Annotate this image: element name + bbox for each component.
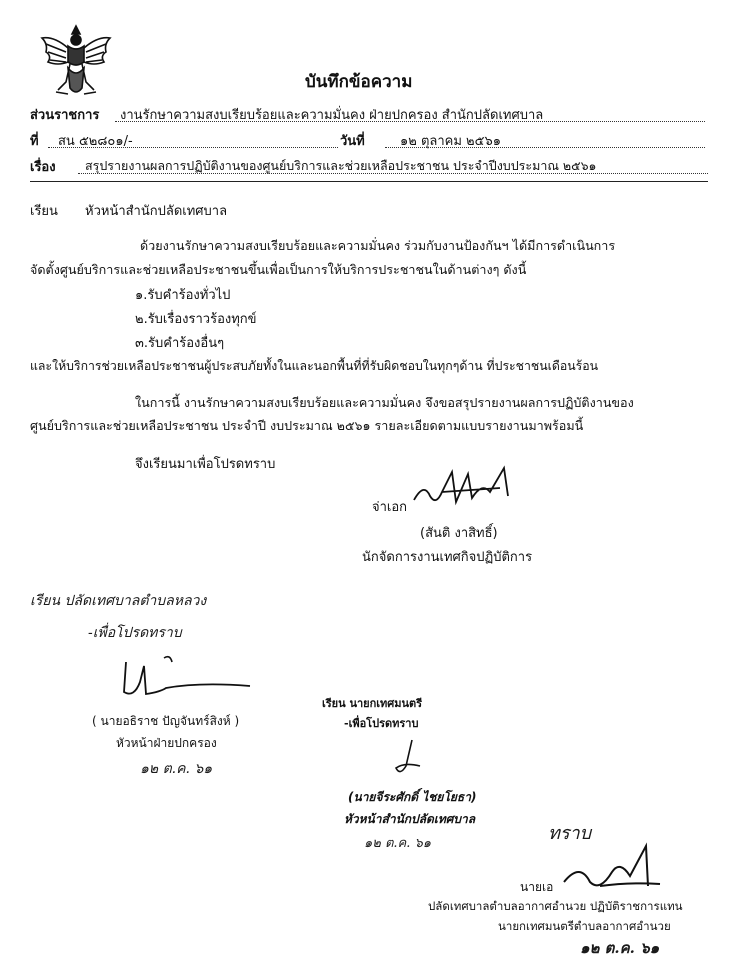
paragraph-2-line-2: ศูนย์บริการและช่วยเหลือประชาชน ประจำปี งบประมาณ ๒๕๖๑ รายละเอียดตามแบบรายงานมาพร้อมนี้ <box>30 418 584 433</box>
signer-1-position: นักจัดการงานเทศกิจปฏิบัติการ <box>362 550 533 565</box>
signer-1-rank: จ่าเอก <box>372 500 408 515</box>
list-item: ๓.รับคำร้องอื่นๆ <box>135 336 225 351</box>
date-value: ๑๒ ตุลาคม ๒๕๖๑ <box>400 134 501 149</box>
paragraph-2-line-1: ในการนี้ งานรักษาความสงบเรียบร้อยและความมั่นคง จึงขอสรุปรายงานผลการปฏิบัติงานของ <box>135 395 634 410</box>
signature-4-icon <box>560 842 670 898</box>
signature-1-icon <box>412 462 522 512</box>
note-3-position-line-1: ปลัดเทศบาลตำบลอากาศอำนวย ปฏิบัติราชการแทน <box>428 899 683 913</box>
date-label: วันที่ <box>340 134 365 149</box>
note-2-date: ๑๒ ต.ค. ๖๑ <box>364 836 431 851</box>
subject-value: สรุปรายงานผลการปฏิบัติงานของศูนย์บริการและช่วยเหลือประชาชน ประจำปีงบประมาณ ๒๕๖๑ <box>85 158 597 173</box>
garuda-emblem-icon <box>38 22 114 102</box>
note-3-name-prefix: นายเอ <box>520 880 554 894</box>
note-1-date: ๑๒ ต.ค. ๖๑ <box>140 761 213 777</box>
ref-value: สน ๕๒๘๐๑/- <box>58 134 133 149</box>
note-1-line-2: -เพื่อโปรดทราบ <box>88 625 182 641</box>
note-1-line-1: เรียน ปลัดเทศบาลตำบลหลวง <box>30 593 207 609</box>
list-item: ๒.รับเรื่องราวร้องทุกข์ <box>135 312 257 327</box>
section-value: งานรักษาความสงบเรียบร้อยและความมั่นคง ฝ่ายปกครอง สำนักปลัดเทศบาล <box>120 108 544 123</box>
note-1-name: ( นายอธิราช ปัญจันทร์สิงห์ ) <box>92 714 240 728</box>
list-item: ๑.รับคำร้องทั่วไป <box>135 288 231 303</box>
memo-title: บันทึกข้อความ <box>305 72 413 92</box>
note-2-position: หัวหน้าสำนักปลัดเทศบาล <box>344 812 476 826</box>
ref-label: ที่ <box>30 134 39 149</box>
salutation-value: หัวหน้าสำนักปลัดเทศบาล <box>85 204 228 219</box>
note-2-line-1: เรียน นายกเทศมนตรี <box>322 697 423 710</box>
note-3-short: ทราบ <box>548 823 592 844</box>
note-3-position-line-2: นายกเทศมนตรีตำบลอากาศอำนวย <box>498 919 671 933</box>
signature-2-icon <box>120 652 260 702</box>
signature-3-icon <box>390 736 430 780</box>
note-2-line-2: -เพื่อโปรดทราบ <box>344 717 419 730</box>
section-label: ส่วนราชการ <box>30 108 100 123</box>
note-3-date: ๑๒ ต.ค. ๖๑ <box>580 939 660 957</box>
note-2-name: (นายจีระศักดิ์ ไชยโยธา) <box>348 790 477 804</box>
signer-1-name: (สันติ งาสิทธิ์) <box>420 526 498 541</box>
paragraph-1-line-1: ด้วยงานรักษาความสงบเรียบร้อยและความมั่นคง ร่วมกับงานป้องกันฯ ได้มีการดำเนินการ <box>140 238 616 253</box>
subject-label: เรื่อง <box>30 160 56 175</box>
paragraph-1-line-2: จัดตั้งศูนย์บริการและช่วยเหลือประชาชนขึ้นเพื่อเป็นการให้บริการประชาชนในด้านต่างๆ ดังนี้ <box>30 262 527 277</box>
note-1-position: หัวหน้าฝ่ายปกครอง <box>116 736 217 750</box>
closing-text: จึงเรียนมาเพื่อโปรดทราบ <box>135 457 276 472</box>
paragraph-1-line-3: และให้บริการช่วยเหลือประชาชนผู้ประสบภัยทั้งในและนอกพื้นที่ที่รับผิดชอบในทุกๆด้าน ที่ประชาชนเดือนร้อน <box>30 359 599 373</box>
salutation-label: เรียน <box>30 204 58 219</box>
